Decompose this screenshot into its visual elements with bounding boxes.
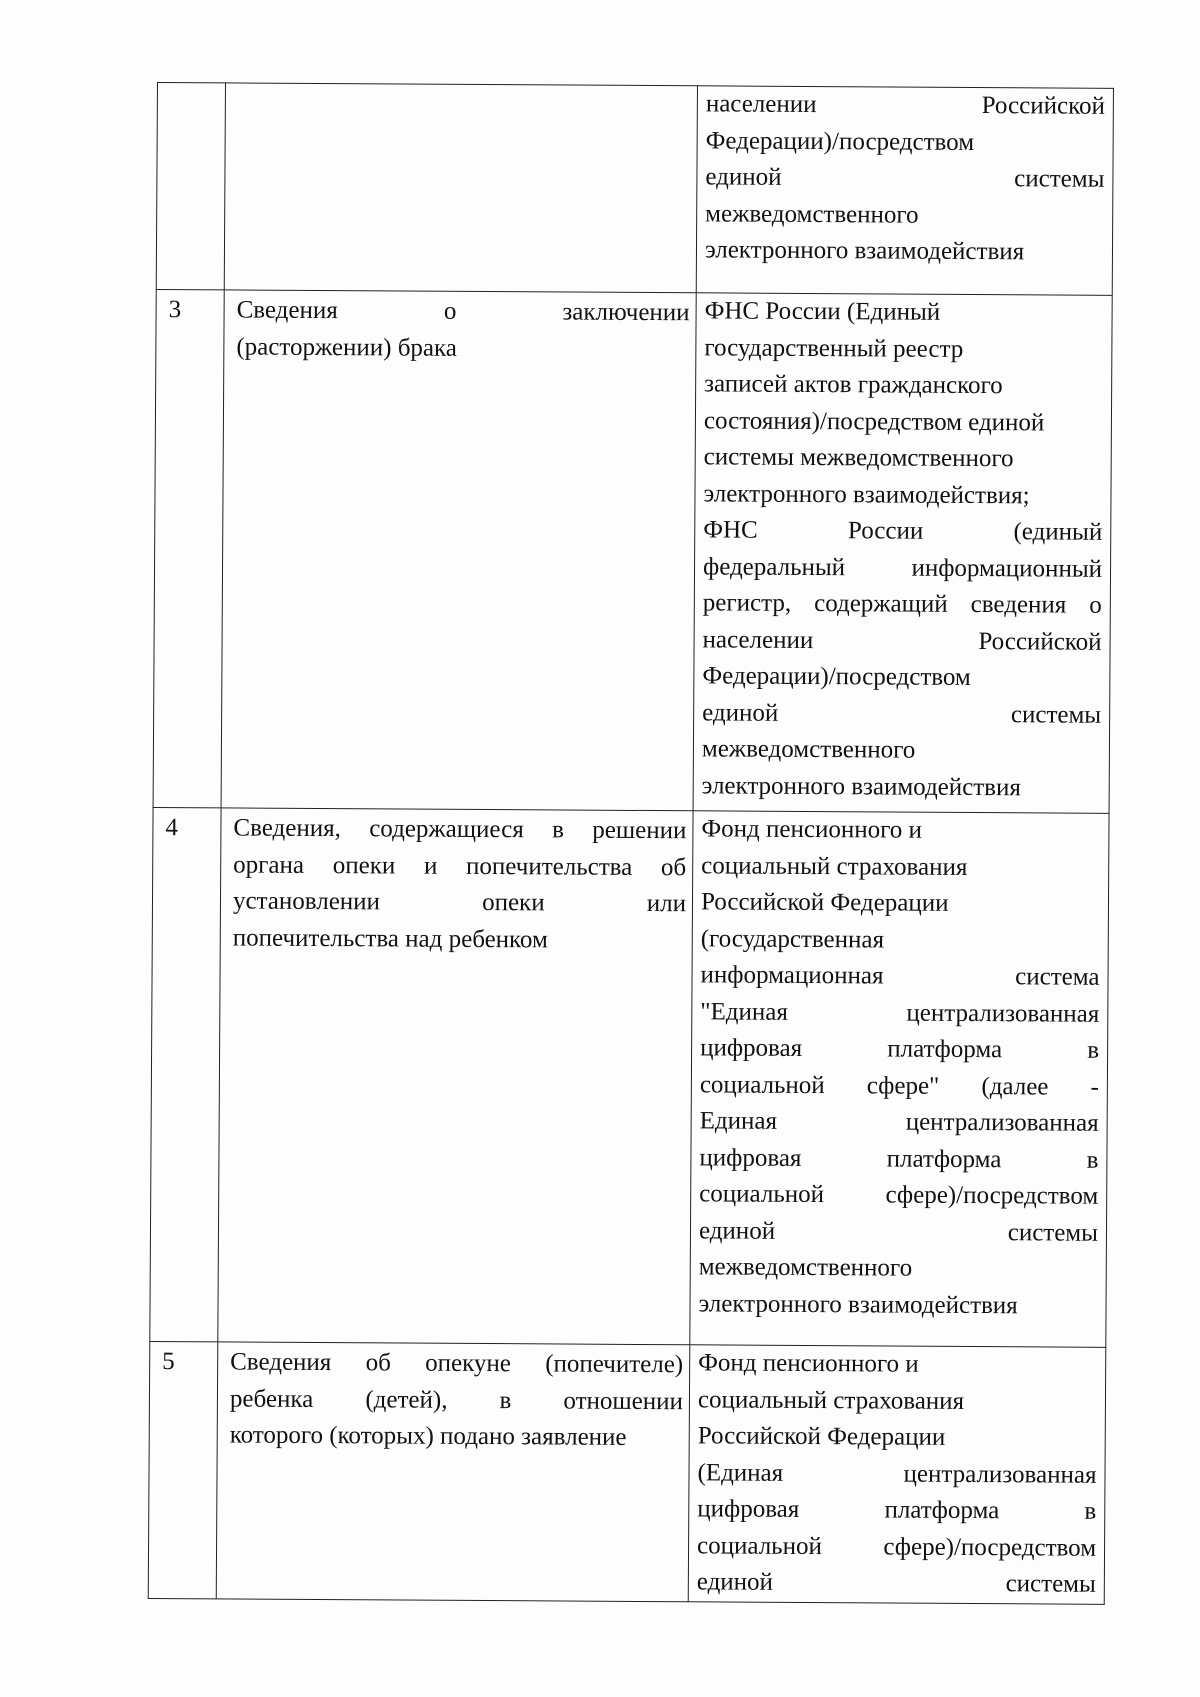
text-line: регистр, содержащий сведения о — [702, 589, 1102, 619]
text-line: единой системы — [702, 698, 1102, 729]
text-line: электронного взаимодействия; — [703, 479, 1030, 509]
text-line: цифровая платформа в — [697, 1495, 1097, 1525]
text-line: Сведения об опекуне (попечителе) — [230, 1348, 684, 1379]
text-line: (расторжении) брака — [236, 332, 458, 362]
row-number-cell — [153, 289, 224, 807]
text-line: записей актов гражданского — [704, 370, 1003, 400]
text-line: единой системы — [705, 163, 1105, 193]
text-line: электронного взаимодействия — [704, 236, 1025, 266]
text-line: "Единая централизованная — [700, 997, 1100, 1028]
text-line: федеральный информационный — [702, 552, 1103, 583]
info-name-cell — [216, 1342, 690, 1601]
text-line: Федерации)/посредством — [705, 126, 975, 156]
text-line: Сведения, содержащиеся в решении — [233, 814, 687, 845]
text-line: установлении опеки или — [232, 887, 687, 918]
text-line: Российской Федерации — [697, 1422, 946, 1451]
info-name-cell — [221, 290, 696, 811]
row-number-cell — [156, 83, 225, 290]
text-line: населении Российской — [702, 625, 1102, 656]
text-line: социальной сфере" (далее - — [699, 1070, 1099, 1101]
table-row — [153, 289, 1112, 813]
table-row — [148, 1341, 1106, 1603]
text-line: единой системы — [698, 1216, 1099, 1247]
text-line: электронного взаимодействия — [698, 1289, 1018, 1319]
table-row — [150, 807, 1109, 1347]
text-line: населении Российской — [705, 90, 1105, 120]
text-line: единой системы — [696, 1568, 1096, 1598]
row-number: 3 — [168, 296, 182, 324]
text-line: Фонд пенсионного и — [701, 815, 922, 844]
info-name-cell — [218, 808, 693, 1345]
info-source-cell — [690, 811, 1109, 1348]
info-source-cell — [693, 293, 1112, 814]
text-line: социальной сфере)/посредством — [696, 1531, 1097, 1562]
info-source-cell — [688, 1345, 1106, 1604]
table-row — [156, 83, 1113, 296]
text-line: цифровая платформа в — [700, 1034, 1100, 1064]
text-line: состояния)/посредством единой — [703, 406, 1045, 436]
text-line: органа опеки и попечительства об — [233, 850, 687, 881]
text-line: Сведения о заключении — [236, 296, 690, 327]
row-number-cell — [148, 1341, 218, 1598]
text-line: межведомственного — [705, 199, 919, 229]
text-line: информационная система — [700, 961, 1100, 991]
text-line: социальный страхования — [697, 1385, 965, 1415]
text-line: Российской Федерации — [700, 888, 949, 917]
text-line: попечительства над ребенком — [232, 923, 548, 953]
text-line: системы межведомственного — [703, 443, 1014, 473]
text-line: социальной сфере)/посредством — [699, 1180, 1099, 1210]
text-line: ФНС России (Единый — [704, 297, 941, 326]
text-line: цифровая платформа в — [699, 1143, 1099, 1174]
text-line: Федерации)/посредством — [702, 662, 971, 691]
text-line: Фонд пенсионного и — [698, 1349, 919, 1378]
text-line: межведомственного — [701, 735, 916, 764]
row-number: 4 — [165, 814, 179, 842]
text-line: (государственная — [700, 924, 885, 953]
text-line: электронного взаимодействия — [701, 771, 1021, 801]
row-number-cell — [150, 807, 221, 1341]
requests-table — [148, 82, 1114, 1604]
text-line: Единая централизованная — [699, 1107, 1099, 1137]
text-line: (Единая централизованная — [697, 1458, 1097, 1489]
text-line: социальный страхования — [701, 851, 968, 881]
text-line: которого (которых) подано заявление — [229, 1421, 627, 1451]
text-line: межведомственного — [698, 1253, 913, 1282]
text-line: государственный реестр — [704, 333, 964, 363]
info-source-cell — [696, 86, 1113, 296]
info-name-cell — [224, 83, 697, 293]
text-line: ФНС России (единый — [703, 516, 1103, 546]
text-line: ребенка (детей), в отношении — [229, 1384, 684, 1415]
row-number: 5 — [162, 1348, 175, 1376]
